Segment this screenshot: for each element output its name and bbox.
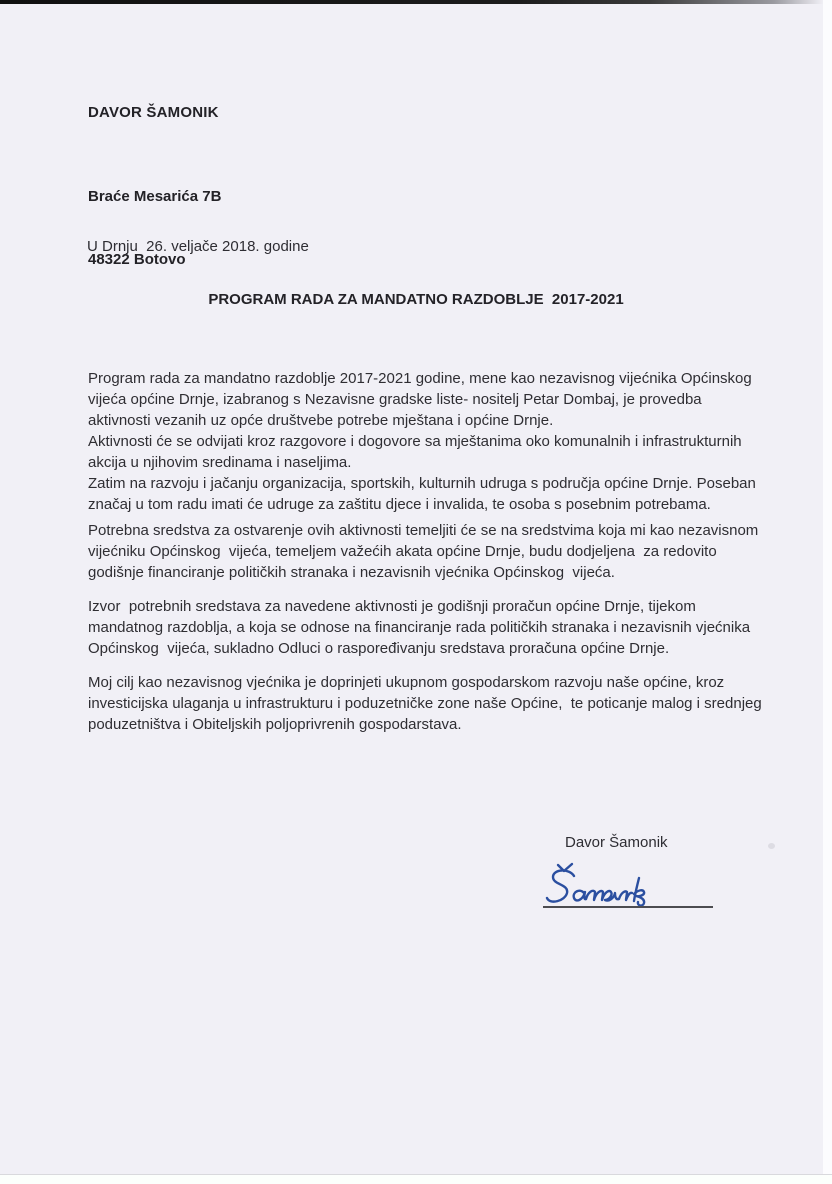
paragraph-line: Općinskog vijeća, sukladno Odluci o raspoređivanju sredstava proračuna općine Drnje. <box>88 640 670 657</box>
scan-artifact-right-edge <box>823 0 832 1184</box>
signature-line <box>543 906 713 908</box>
paragraph-line: aktivnosti vezanih uz opće društvebe potrebe mještana i općine Drnje. <box>88 412 554 429</box>
scan-artifact-bottom-edge <box>0 1174 832 1184</box>
sender-name: DAVOR ŠAMONIK <box>88 104 219 121</box>
scan-artifact-speck <box>768 843 775 849</box>
handwritten-signature <box>538 860 718 912</box>
paragraph-line: vijeća općine Drnje, izabranog s Nezavisne gradske liste- nositelj Petar Dombaj, je provedba <box>88 391 702 408</box>
paragraph-line: investicijska ulaganja u infrastrukturu i poduzetničke zone naše Općine, te poticanje malog i srednjeg <box>88 695 762 712</box>
document-title: PROGRAM RADA ZA MANDATNO RAZDOBLJE 2017-2021 <box>208 291 624 308</box>
body-paragraph-3 <box>88 596 808 659</box>
paragraph-line: Zatim na razvoju i jačanju organizacija, sportskih, kulturnih udruga s područja općine Drnje. Poseban <box>88 475 756 492</box>
date-place-line: U Drnju 26. veljače 2018. godine <box>87 238 309 255</box>
signatory-typed-name: Davor Šamonik <box>565 834 668 851</box>
paragraph-line: Potrebna sredstva za ostvarenje ovih aktivnosti temeljiti će se na sredstvima koja mi kao nezavisnom <box>88 522 759 539</box>
sender-city: 48322 Botovo <box>88 251 186 268</box>
sender-address <box>88 144 221 312</box>
scan-artifact-top-edge <box>0 0 832 4</box>
paragraph-line: mandatnog razdoblja, a koja se odnose na financiranje rada političkih stranaka i nezavisnih vjećnika <box>88 619 751 636</box>
paragraph-line: poduzetništva i Obiteljskih poljoprivrenih gospodarstava. <box>88 716 462 733</box>
paragraph-line: vijećniku Općinskog vijeća, temeljem važećih akata općine Drnje, budu dodjeljena za redovito <box>88 543 717 560</box>
paragraph-line: značaj u tom radu imati će udruge za zaštitu djece i invalida, te osoba s posebnim potrebama. <box>88 496 711 513</box>
paragraph-line: godišnje financiranje političkih stranaka i nezavisnih vjećnika Općinskog vijeća. <box>88 564 615 581</box>
sender-street: Braće Mesarića 7B <box>88 188 222 205</box>
paragraph-line: Aktivnosti će se odvijati kroz razgovore i dogovore sa mještanima oko komunalnih i infrastrukturnih <box>88 433 742 450</box>
paragraph-line: Izvor potrebnih sredstava za navedene aktivnosti je godišnji proračun općine Drnje, tijekom <box>88 598 696 615</box>
paragraph-line: Moj cilj kao nezavisnog vjećnika je doprinjeti ukupnom gospodarskom razvoju naše općine, kroz <box>88 674 725 691</box>
body-paragraph-4 <box>88 672 808 735</box>
body-paragraph-2 <box>88 520 808 583</box>
body-paragraph-1 <box>88 368 808 515</box>
paragraph-line: akcija u njihovim sredinama i naseljima. <box>88 454 352 471</box>
paragraph-line: Program rada za mandatno razdoblje 2017-2021 godine, mene kao nezavisnog vijećnika Općinskog <box>88 370 752 387</box>
